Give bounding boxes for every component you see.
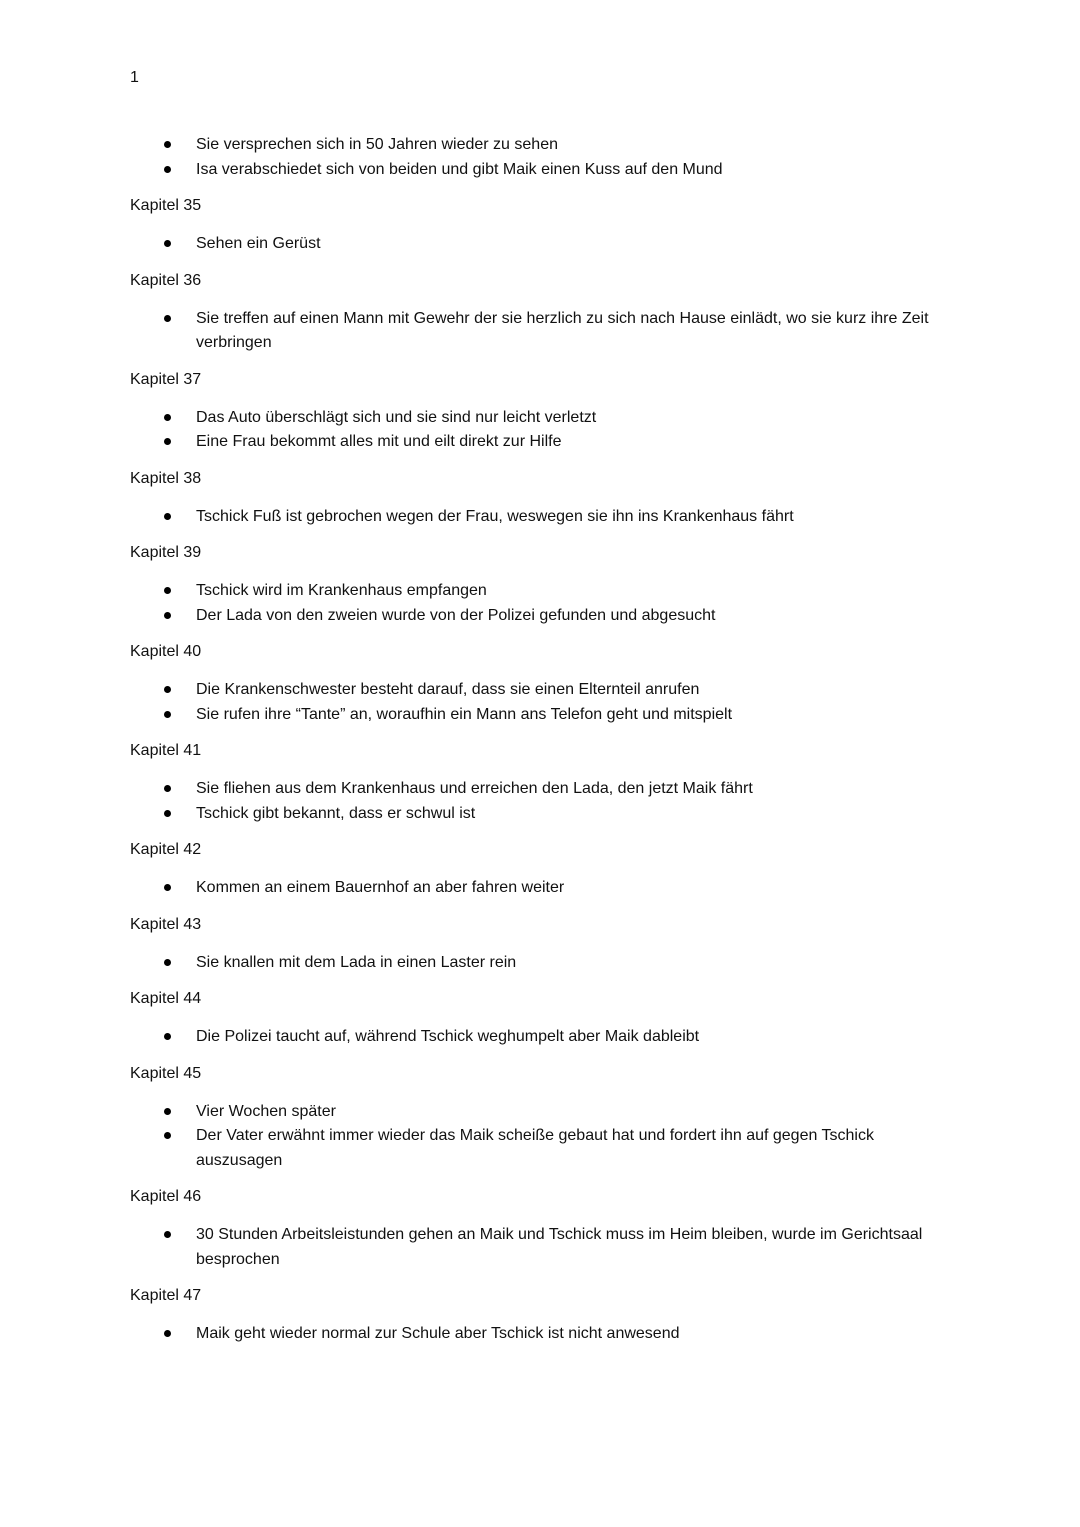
- chapter-heading: Kapitel 35: [130, 197, 202, 214]
- document-content: [130, 133, 930, 1347]
- chapter-heading: Kapitel 37: [130, 370, 202, 388]
- chapter-list: [130, 951, 930, 976]
- list-item: Die Polizei taucht auf, während Tschick weghumpelt aber Maik dableibt: [130, 1025, 930, 1050]
- list-item: Eine Frau bekommt alles mit und eilt direkt zur Hilfe: [130, 430, 930, 455]
- chapter-list: [130, 232, 930, 257]
- chapter-heading: Kapitel 36: [130, 271, 202, 289]
- chapter-list: [130, 307, 930, 356]
- chapter-heading: Kapitel 47: [130, 1287, 202, 1304]
- chapter-list: [130, 579, 930, 628]
- chapter-list: [130, 1223, 930, 1272]
- chapter-list: [130, 777, 930, 826]
- list-item: Der Lada von den zweien wurde von der Polizei gefunden und abgesucht: [130, 604, 930, 629]
- chapter-heading: Kapitel 44: [130, 990, 202, 1007]
- list-item: Sie versprechen sich in 50 Jahren wieder zu sehen: [130, 133, 930, 158]
- chapter-list: [130, 505, 930, 530]
- list-item: Sie knallen mit dem Lada in einen Laster rein: [130, 951, 930, 976]
- chapter-36: [130, 271, 930, 356]
- chapter-heading: Kapitel 43: [130, 915, 202, 933]
- chapter-heading: Kapitel 41: [130, 742, 202, 759]
- page-number: 1: [130, 69, 139, 86]
- list-item: Das Auto überschlägt sich und sie sind nur leicht verletzt: [130, 406, 930, 431]
- chapter-heading: Kapitel 40: [130, 643, 202, 660]
- chapter-list: [130, 1322, 930, 1347]
- chapter-37: [130, 370, 930, 455]
- chapter-43: [130, 915, 930, 976]
- chapter-heading: Kapitel 42: [130, 841, 202, 858]
- chapter-heading: Kapitel 45: [130, 1064, 202, 1082]
- chapter-heading: Kapitel 38: [130, 469, 202, 487]
- chapter-list: [130, 1025, 930, 1050]
- chapter-45: [130, 1064, 930, 1174]
- chapter-list: [130, 678, 930, 727]
- list-item: Vier Wochen später: [130, 1100, 930, 1125]
- chapter-41: [130, 741, 930, 826]
- list-item: Tschick Fuß ist gebrochen wegen der Frau, weswegen sie ihn ins Krankenhaus fährt: [130, 505, 930, 530]
- list-item: Die Krankenschwester besteht darauf, dass sie einen Elternteil anrufen: [130, 678, 930, 703]
- list-item: Sie treffen auf einen Mann mit Gewehr der sie herzlich zu sich nach Hause einlädt, wo sie kurz ihre Zeit verbringen: [130, 307, 930, 356]
- list-item: Der Vater erwähnt immer wieder das Maik scheiße gebaut hat und fordert ihn auf gegen Tschick auszusagen: [130, 1124, 930, 1173]
- list-item: Maik geht wieder normal zur Schule aber Tschick ist nicht anwesend: [130, 1322, 930, 1347]
- chapter-heading: Kapitel 46: [130, 1188, 202, 1205]
- chapter-list: [130, 1100, 930, 1174]
- list-item: Isa verabschiedet sich von beiden und gibt Maik einen Kuss auf den Mund: [130, 158, 930, 183]
- chapter-list: [130, 406, 930, 455]
- list-item: Tschick wird im Krankenhaus empfangen: [130, 579, 930, 604]
- chapter-38: [130, 469, 930, 530]
- list-item: Sie fliehen aus dem Krankenhaus und erreichen den Lada, den jetzt Maik fährt: [130, 777, 930, 802]
- list-item: 30 Stunden Arbeitsleistunden gehen an Maik und Tschick muss im Heim bleiben, wurde im Gerichtsaal besprochen: [130, 1223, 930, 1272]
- chapter-42: [130, 840, 930, 901]
- list-item: Tschick gibt bekannt, dass er schwul ist: [130, 802, 930, 827]
- chapter-47: [130, 1286, 930, 1347]
- chapter-39: [130, 543, 930, 628]
- chapter-44: [130, 989, 930, 1050]
- intro-list: [130, 133, 930, 182]
- list-item: Sie rufen ihre “Tante” an, woraufhin ein Mann ans Telefon geht und mitspielt: [130, 703, 930, 728]
- chapter-35: [130, 196, 930, 257]
- chapter-46: [130, 1187, 930, 1272]
- list-item: Kommen an einem Bauernhof an aber fahren weiter: [130, 876, 930, 901]
- chapter-40: [130, 642, 930, 727]
- chapter-heading: Kapitel 39: [130, 544, 202, 561]
- list-item: Sehen ein Gerüst: [130, 232, 930, 257]
- chapter-list: [130, 876, 930, 901]
